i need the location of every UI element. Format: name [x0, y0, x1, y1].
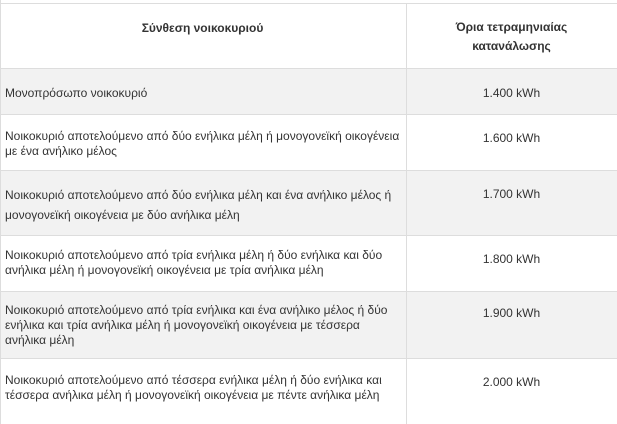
header-household-composition: Σύνθεση νοικοκυριού: [1, 4, 407, 68]
table-row: [1, 358, 617, 424]
consumption-limit-cell: 1.900 kWh: [482, 306, 541, 320]
table-header-row: [1, 3, 617, 68]
consumption-limit-cell: 1.800 kWh: [482, 252, 541, 266]
household-composition-cell: Μονοπρόσωπο νοικοκυριό: [1, 69, 407, 114]
household-composition-cell: Νοικοκυριό αποτελούμενο από τρία ενήλικα μέλη ή δύο ενήλικα και δύο ανήλικα μέλη ή μονογονεϊκή οικογένεια με τρία ανήλικα μέλη: [1, 236, 407, 291]
table-row: [1, 235, 617, 291]
household-composition-cell: Νοικοκυριό αποτελούμενο από τρία ενήλικα και ένα ανήλικο μέλος ή δύο ενήλικα και τρία ανήλικα μέλη ή μονογονεϊκή οικογένεια με τέσσερα ανήλικα μέλη: [1, 292, 407, 358]
table-row: [1, 291, 617, 358]
household-composition-cell: Νοικοκυριό αποτελούμενο από τέσσερα ενήλικα μέλη ή δύο ενήλικα και τέσσερα ανήλικα μέλη ή μονογονεϊκή οικογένεια με πέντε ανήλικα μέλη: [1, 359, 407, 424]
consumption-limit-cell: 2.000 kWh: [482, 375, 541, 389]
consumption-limit-cell: 1.700 kWh: [482, 187, 541, 201]
consumption-limit-cell: 1.400 kWh: [482, 86, 541, 100]
table-row: [1, 68, 617, 114]
household-composition-cell: Νοικοκυριό αποτελούμενο από δύο ενήλικα μέλη και ένα ανήλικο μέλος ή μονογονεϊκή οικογένεια με δύο ανήλικα μέλη: [1, 171, 407, 235]
header-consumption-limit: Όρια τετραμηνιαίας κατανάλωσης: [455, 20, 568, 53]
consumption-limit-cell: 1.600 kWh: [482, 131, 541, 145]
table-row: [1, 170, 617, 235]
table-row: [1, 114, 617, 170]
household-composition-cell: Νοικοκυριό αποτελούμενο από δύο ενήλικα μέλη ή μονογονεϊκή οικογένεια με ένα ανήλικο μέλος: [1, 115, 407, 170]
